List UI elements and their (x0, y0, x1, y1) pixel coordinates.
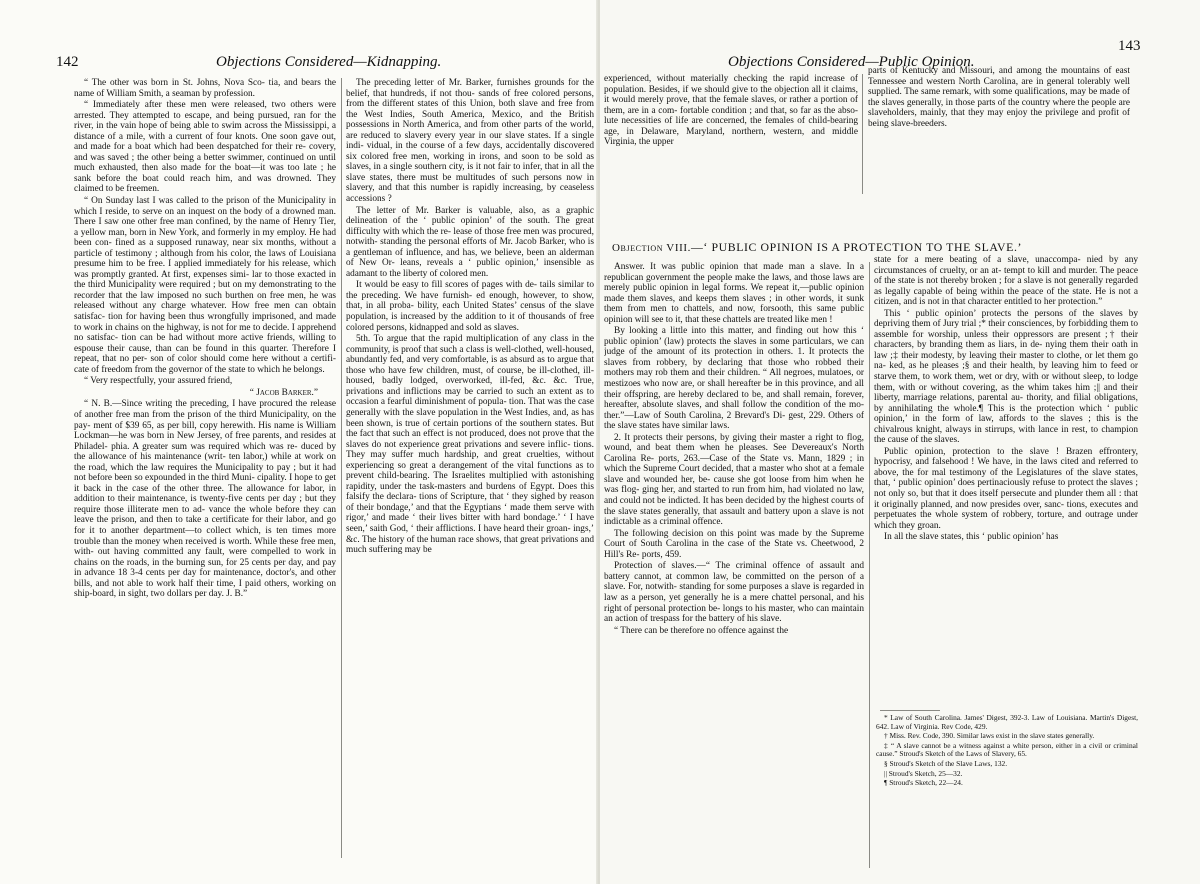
paragraph: “ Very respectfully, your assured friend, (84, 376, 233, 387)
left-page (0, 0, 598, 884)
right-column-1 (604, 262, 864, 878)
right-column-2 (874, 255, 1138, 705)
left-running-title: Objections Considered—Kidnapping. (216, 54, 442, 70)
footnote: * Law of South Carolina. James' Digest, 392-3. Law of Louisiana. Martin's Digest, 642. Law of Virginia. Rev Code, 429. (876, 714, 1138, 731)
section-heading-lead: Objection VIII. (612, 242, 691, 254)
left-column-1 (74, 78, 336, 868)
paragraph: Answer. It was public opinion that made man a slave. In a republican government the people make the laws, and those laws are merely public opinion in legal forms. We repeat it,—public opinion made them slaves, and keeps them slaves ; in other words, it sunk them from men to chattels, and now, forsooth, this same public opinion will see to it, that these chattels are treated like men ! (604, 262, 864, 325)
right-top-column-2 (868, 66, 1130, 186)
footnote: || Stroud's Sketch, 25—32. (884, 768, 963, 778)
footnote-rule (880, 710, 940, 711)
paragraph: 2. It protects their persons, by giving their master a right to flog, wound, and beat them when he pleases. See Devereaux's North Carolina Re- ports, 263.—Case of the State vs. Mann, 1829 ; in which the Supreme Court decided, that a master who shot at a female slave and wounded her, be- cause she got loose from him when he was flog- ging her, and started to run from him, had violated no law, and could not be indicted. It has been decided by the highest courts of the slave states generally, that assault and battery upon a slave is not indictable as a criminal offence. (604, 432, 864, 528)
paragraph: “ There can be therefore no offence against the (614, 625, 789, 636)
left-page-number: 142 (56, 54, 79, 70)
paragraph: The preceding letter of Mr. Barker, furnishes grounds for the belief, that hundreds, if not thou- sands of free colored persons, from the different states of this Union, both slave and free from the West Indies, South America, Mexico, and the British possessions in North America, and from other parts of the world, are reduced to slavery every year in our slave states. If a single indi- vidual, in the course of a few days, accidentally discovered six colored free men, working in irons, and soon to be sold as slaves, in a single southern city, is it not fair to infer, that in all the slave states, there must be multitudes of such persons now in slavery, and that this number is rapidly increasing, by ceaseless accessions ? (346, 78, 594, 205)
footnote: † Miss. Rev. Code, 390. Similar laws exist in the slave states generally. (884, 731, 1095, 741)
paragraph: 5th. To argue that the rapid multiplication of any class in the community, is proof that such a class is well-clothed, well-housed, abundantly fed, and very comfortable, is as absurd as to argue that those who have few children, must, of course, be ill-clothed, ill-housed, badly lodged, overworked, ill-fed, &c. &c. True, privations and inflictions may be carried to such an extent as to occasion a fearful diminishment of popula- tion. That was the case generally with the slave population in the West Indies, and, as has been shown, is true of certain portions of the southern states. But the fact that such an effect is not produced, does not prove that the slaves do not experience great privations and severe inflic- tions. They may suffer much hardship, and great cruelties, without experiencing so great a derangement of the vital functions as to prevent child-bearing. The Israelites multiplied with astonishing rapidity, under the task-masters and burdens of Egypt. Does this falsify the declara- tions of Scripture, that ‘ they sighed by reason of their bondage,’ and that the Egyptians ‘ made them serve with rigor,’ and made ‘ their lives bitter with hard bondage.’ ‘ I have seen,’ saith God, ‘ their afflictions. I have heard their groan- ings,’ &c. The history of the human race shows, that great privations and much suffering may be (346, 334, 594, 556)
left-column-2 (346, 78, 594, 868)
paragraph: state for a mere beating of a slave, unaccompa- nied by any circumstances of cruelty, or an at- tempt to kill and murder. The peace of the state is not thereby broken ; for a slave is not generally regarded as legally capable of being within the peace of the state. He is not a citizen, and is not in that character entitled to her protection.” (874, 255, 1138, 308)
footnote: § Stroud's Sketch of the Slave Laws, 132. (884, 758, 1008, 768)
paragraph: experienced, without materially checking the rapid increase of population. Besides, if we should give to the objection all it claims, it would merely prove, that the female slaves, or rather a portion of them, are in a com- fortable condition ; and that, so far as the abso- lute necessities of life are concerned, the females of child-bearing age, in Delaware, Maryland, northern, western, and middle Virginia, the upper (604, 74, 858, 148)
right-page-number: 143 (1118, 38, 1141, 54)
paragraph: parts of Kentucky and Missouri, and among the mountains of east Tennessee and western North Carolina, are in general tolerably well supplied. The same remark, with some qualifications, may be made of the slaves generally, in those parts of the country where the people are slaveholders, mainly, that they may enjoy the privilege and profit of being slave-breeders. (868, 66, 1130, 129)
paragraph: “ On Sunday last I was called to the prison of the Municipality in which I reside, to serve on an inquest on the body of a drowned man. There I saw one other free man confined, by the name of Henry Tier, a yellow man, born in New York, and formerly in my employ. He had been con- fined as a supposed runaway, near six months, without a particle of testimony ; although from his color, the laws of Louisiana presume him to be free. I applied immediately for his release, which was promptly granted. At first, expenses simi- lar to those exacted in the third Municipality were required ; but on my demonstrating to the recorder that the law imposed no such burthen on free men, he was released without any charge whatever. How free men can obtain satisfac- tion for having been thus wrongfully imprisoned, and made to work in chains on the highway, is not for me to decide. I apprehend no satisfac- tion can be had without more active friends, willing to espouse their cause, than can be found in this quarter. Therefore I repeat, that no per- son of color should come here without a certifi- cate of freedom from the governor of the state to which he belongs. (74, 196, 336, 375)
paragraph: Public opinion, protection to the slave ! Brazen effrontery, hypocrisy, and falsehood ! We have, in the laws cited and referred to above, the for mal testimony of the Legislatures of the slave states, that, ‘ public opinion’ does pertinaciously refuse to protect the slaves ; not only so, but that it does itself persecute and plunder them all : that it originally planned, and now presides over, sanc- tions, executes and perpetuates the whole system of robbery, torture, and outrage under which they groan. (874, 446, 1138, 531)
paragraph: “ N. B.—Since writing the preceding, I have procured the release of another free man from the prison of the third Municipality, on the pay- ment of $39 65, as per bill, copy herewith. His name is William Lockman—he was born in New Jersey, of free parents, and resides at Philadel- phia. A greater sum was required which was re- duced by the allowance of his maintenance (writ- ten labor,) while at work on the road, which the law requires the Municipality to pay ; but it had not before been so expounded in the third Muni- cipality. I hope to get it back in the case of the other three. The allowance for labor, in addition to their maintenance, is twenty-five cents per day ; but they require those illiterate men to ad- vance the whole before they can leave the prison, and then to take a certificate for their labor, and go for it to another department—to collect which, is ten times more trouble than the money when received is worth. While these free men, with- out having committed any fault, were compelled to work in chains on the roads, in the burning sun, for 25 cents per day, and pay in advance 18 3-4 cents per day for maintenance, doctor's, and other bills, and not able to work half their time, I paid others, working on ship-board, in sight, two dollars per day. J. B.” (74, 399, 336, 600)
footnotes (876, 714, 1138, 864)
paragraph: In all the slave states, this ‘ public opinion’ has (884, 532, 1059, 543)
paragraph: Protection of slaves.—“ The criminal offence of assault and battery cannot, at common law, be committed on the person of a slave. For, notwith- standing for some purposes a slave is regarded in law as a person, yet generally he is a mere chattel personal, and his right of personal protection be- longs to his master, who can maintain an action of trespass for the battery of his slave. (604, 561, 864, 625)
paragraph: “ Immediately after these men were released, two others were arrested. They attempted to escape, and being pursued, ran for the river, in the vain hope of being able to swim across the Mississippi, a distance of a mile, with a current of four knots. One soon gave out, and made for a boat which had been despatched for their re- covery, and was saved ; the other being a better swimmer, continued on until much exhausted, then also made for the boat—it was too late ; he sank before the boat could reach him, and was drowned. They claimed to be freemen. (74, 100, 336, 195)
paragraph: It would be easy to fill scores of pages with de- tails similar to the preceding. We have furnish- ed enough, however, to show, that, in all proba- bility, each United States’ census of the slave population, is increased by the addition to it of thousands of free colored persons, kidnapped and sold as slaves. (346, 280, 594, 333)
signature: “ Jacob Barker.” (249, 387, 318, 398)
right-running-title: Objections Considered—Public Opinion. (728, 54, 975, 70)
footnote: ¶ Stroud's Sketch, 22—24. (884, 778, 963, 788)
section-heading-title: —‘ PUBLIC OPINION IS A PROTECTION TO THE SLAVE.’ (690, 240, 1023, 254)
column-divider (341, 78, 342, 858)
column-divider (869, 262, 870, 868)
paragraph: “ The other was born in St. Johns, Nova Sco- tia, and bears the name of William Smith, a seaman by profession. (74, 78, 336, 99)
paragraph: The following decision on this point was made by the Supreme Court of South Carolina in the case of the State vs. Cheetwood, 2 Hill's Re- ports, 459. (604, 528, 864, 560)
paragraph: This ‘ public opinion’ protects the persons of the slaves by depriving them of Jury trial ;* their consciences, by forbidding them to assemble for worship, unless their oppressors are present ;† their characters, by branding them as liars, in de- nying them their oath in law ;‡ their modesty, by leaving their master to clothe, or let them go na- ked, as he pleases ;§ and their health, by leaving him to feed or starve them, to work them, wet or dry, with or without sleep, to lodge them, with or without covering, as the whim takes him ;|| and their liberty, marriage relations, parental au- thority, and filial obligations, by annihilating the whole.¶ This is the protection which ‘ public opinion,’ in the form of law, affords to the slaves ; this is the chivalrous knight, always in stirrups, with lance in rest, to champion the cause of the slaves. (874, 308, 1138, 446)
right-top-column-1 (604, 74, 858, 194)
column-divider (862, 74, 863, 194)
paragraph: The letter of Mr. Barker is valuable, also, as a graphic delineation of the ‘ public opinion’ of the south. The great difficulty with which the re- lease of those free men was procured, notwith- standing the personal efforts of Mr. Jacob Barker, who is a gentleman of influence, and has, we believe, been an alderman of New Or- leans, reveals a ‘ public opinion,’ insensible as adamant to the liberty of colored men. (346, 205, 594, 279)
footnote: ‡ “ A slave cannot be a witness against a white person, either in a civil or criminal cause.” Stroud's Sketch of the Laws of Slavery, 65. (876, 740, 1138, 759)
section-heading (612, 240, 1172, 255)
paragraph: By looking a little into this matter, and finding out how this ‘ public opinion’ (law) protects the slaves in some particulars, we can judge of the amount of its protection in others. 1. It protects the slaves from robbery, by declaring that those who robbed their mothers may rob them and their children. “ All negroes, mulatoes, or mestizoes who now are, or shall hereafter be in this province, and all their offspring, are hereby declared to be, and shall remain, forever, hereafter, absolute slaves, and shall follow the condition of the mo- ther.”—Law of South Carolina, 2 Brevard's Di- gest, 229. Others of the slave states have similar laws. (604, 326, 864, 432)
